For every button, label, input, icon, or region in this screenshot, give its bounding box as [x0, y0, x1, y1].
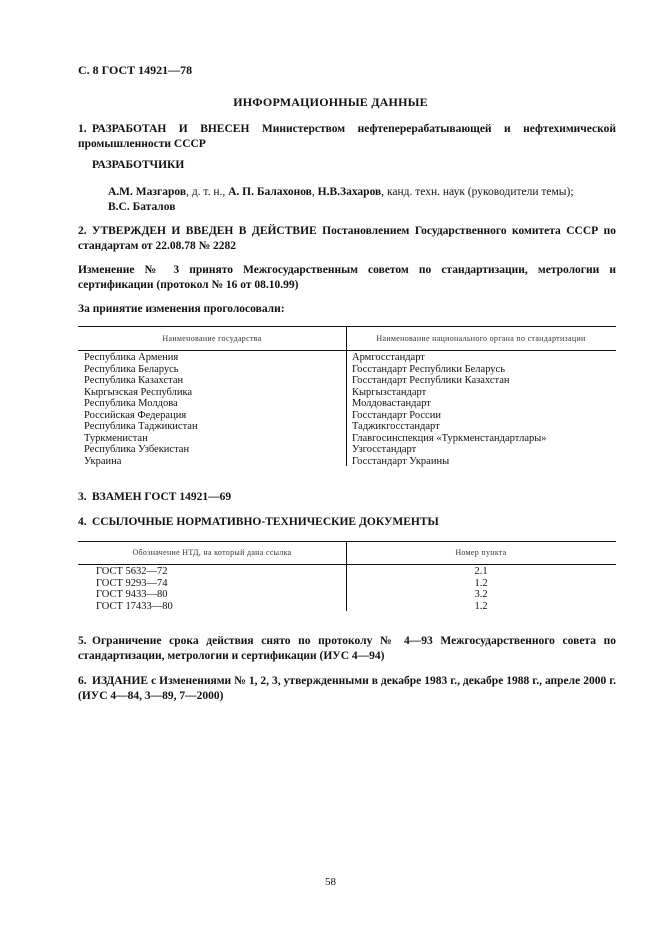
item-4-number: 4.	[78, 516, 87, 528]
table1-state-cell: Республика Таджикистан	[84, 421, 198, 432]
table1-state-cell: Кыргызская Республика	[84, 386, 193, 398]
table2-clause-cell: 1.2	[474, 577, 488, 589]
table2-top-rule	[78, 541, 616, 542]
table2-docs-column	[96, 566, 173, 612]
developers-heading: РАЗРАБОТЧИКИ	[92, 159, 185, 171]
table1-state-cell: Республика Армения	[84, 352, 179, 363]
item-2-number: 2.	[78, 225, 87, 237]
table1-state-cell: Республика Казахстан	[84, 375, 184, 386]
table2-header-rule	[78, 564, 616, 565]
table1-state-cell: Украина	[84, 455, 122, 467]
item-2-approved	[78, 224, 616, 254]
table1-states-column	[84, 352, 198, 467]
table1-body-cell: Узгосстандарт	[352, 444, 417, 455]
table1-top-rule	[78, 326, 616, 327]
developer-name-3: Н.В.Захаров	[317, 186, 382, 198]
table2-header-clause: Номер пункта	[455, 548, 507, 557]
item-2-text: Постановлением Государственного комитета СССР по стандартам от 22.08.78 № 2282	[78, 225, 616, 252]
item-4-references	[78, 515, 616, 530]
table2-header-doc: Обозначение НТД, на который дана ссылка	[132, 548, 292, 557]
item-1-text: Министерством нефтеперерабатывающей и нефтехимической промышленности СССР	[78, 123, 616, 150]
table1-header-body: Наименование национального органа по стандартизации	[376, 334, 586, 343]
table2-doc-cell: ГОСТ 5632—72	[96, 566, 168, 577]
item-6-number: 6.	[78, 675, 87, 687]
table1-body-cell: Кыргызстандарт	[352, 386, 427, 398]
table2-doc-cell: ГОСТ 9293—74	[96, 577, 168, 589]
amendment-note: Изменение № 3 принято Межгосударственным советом по стандартизации, метрологии и сертификации (протокол № 16 от 08.10.99)	[78, 264, 616, 291]
document-title: ИНФОРМАЦИОННЫЕ ДАННЫЕ	[233, 95, 428, 109]
item-6-text: ИЗДАНИЕ с Изменениями № 1, 2, 3, утвержденными в декабре 1983 г., декабре 1988 г., апреле 2000 г. (ИУС 4—84, 3—89, 7—2000)	[78, 675, 616, 702]
table2-doc-cell: ГОСТ 9433—80	[96, 589, 168, 600]
table1-header-state: Наименование государства	[162, 334, 262, 343]
item-1-number: 1.	[78, 123, 87, 135]
developer-name-4: В.С. Баталов	[108, 201, 176, 213]
table2-doc-cell: ГОСТ 17433—80	[96, 600, 173, 612]
table1-state-cell: Республика Молдова	[84, 398, 178, 409]
table1-body-cell: Госстандарт Республики Беларусь	[352, 363, 506, 375]
voted-heading: За принятие изменения проголосовали:	[78, 303, 285, 315]
item-4-text: ССЫЛОЧНЫЕ НОРМАТИВНО-ТЕХНИЧЕСКИЕ ДОКУМЕНТЫ	[92, 516, 439, 528]
table1-body-cell: Госстандарт России	[352, 409, 441, 421]
item-2-lead: УТВЕРЖДЕН И ВВЕДЕН В ДЕЙСТВИЕ	[92, 225, 317, 237]
page-number: 58	[325, 876, 336, 888]
table1-column-divider	[346, 326, 347, 466]
table1-body-cell: Молдовастандарт	[352, 398, 431, 409]
table1-state-cell: Туркменистан	[84, 432, 148, 444]
table1-body-cell: Армгосстандарт	[352, 352, 425, 363]
table1-body-cell: Госстандарт Республики Казахстан	[352, 375, 510, 386]
table1-body-cell: Главгосинспекция «Туркменстандартлары»	[352, 432, 547, 444]
table1-state-cell: Российская Федерация	[84, 409, 187, 421]
item-1-developed-by	[78, 122, 616, 152]
item-3-replaces	[78, 490, 616, 505]
item-3-text: ВЗАМЕН ГОСТ 14921—69	[92, 491, 232, 503]
item-5-number: 5.	[78, 635, 87, 647]
item-5-limit-removed	[78, 634, 616, 664]
developer-degree-1: , д. т. н.,	[186, 186, 229, 198]
table1-state-cell: Республика Беларусь	[84, 363, 179, 375]
developer-separator: ,	[311, 186, 318, 198]
item-1-lead: РАЗРАБОТАН И ВНЕСЕН	[92, 123, 250, 135]
table2-clause-cell: 2.1	[474, 566, 488, 577]
item-5-text: Ограничение срока действия снято по протоколу № 4—93 Межгосударственного совета по стандартизации, метрологии и сертификации (ИУС 4—94)	[78, 635, 616, 662]
developer-degree-2: , канд. техн. наук (руководители темы);	[381, 186, 574, 198]
table1-state-cell: Республика Узбекистан	[84, 444, 190, 455]
item-3-number: 3.	[78, 491, 87, 503]
table2-clause-cell: 3.2	[474, 589, 488, 600]
table2-clauses-column	[346, 566, 616, 612]
developer-name-2: А. П. Балахонов	[228, 186, 312, 198]
item-6-edition	[78, 674, 616, 704]
table1-body-cell: Госстандарт Украины	[352, 455, 450, 467]
table1-bodies-column	[352, 352, 547, 467]
developers-list	[108, 185, 616, 215]
developer-name-1: А.М. Мазгаров	[108, 186, 187, 198]
table1-header-rule	[78, 350, 616, 351]
table2-clause-cell: 1.2	[474, 600, 488, 612]
page-header: С. 8 ГОСТ 14921—78	[78, 63, 193, 77]
table1-body-cell: Таджикгосстандарт	[352, 421, 440, 432]
